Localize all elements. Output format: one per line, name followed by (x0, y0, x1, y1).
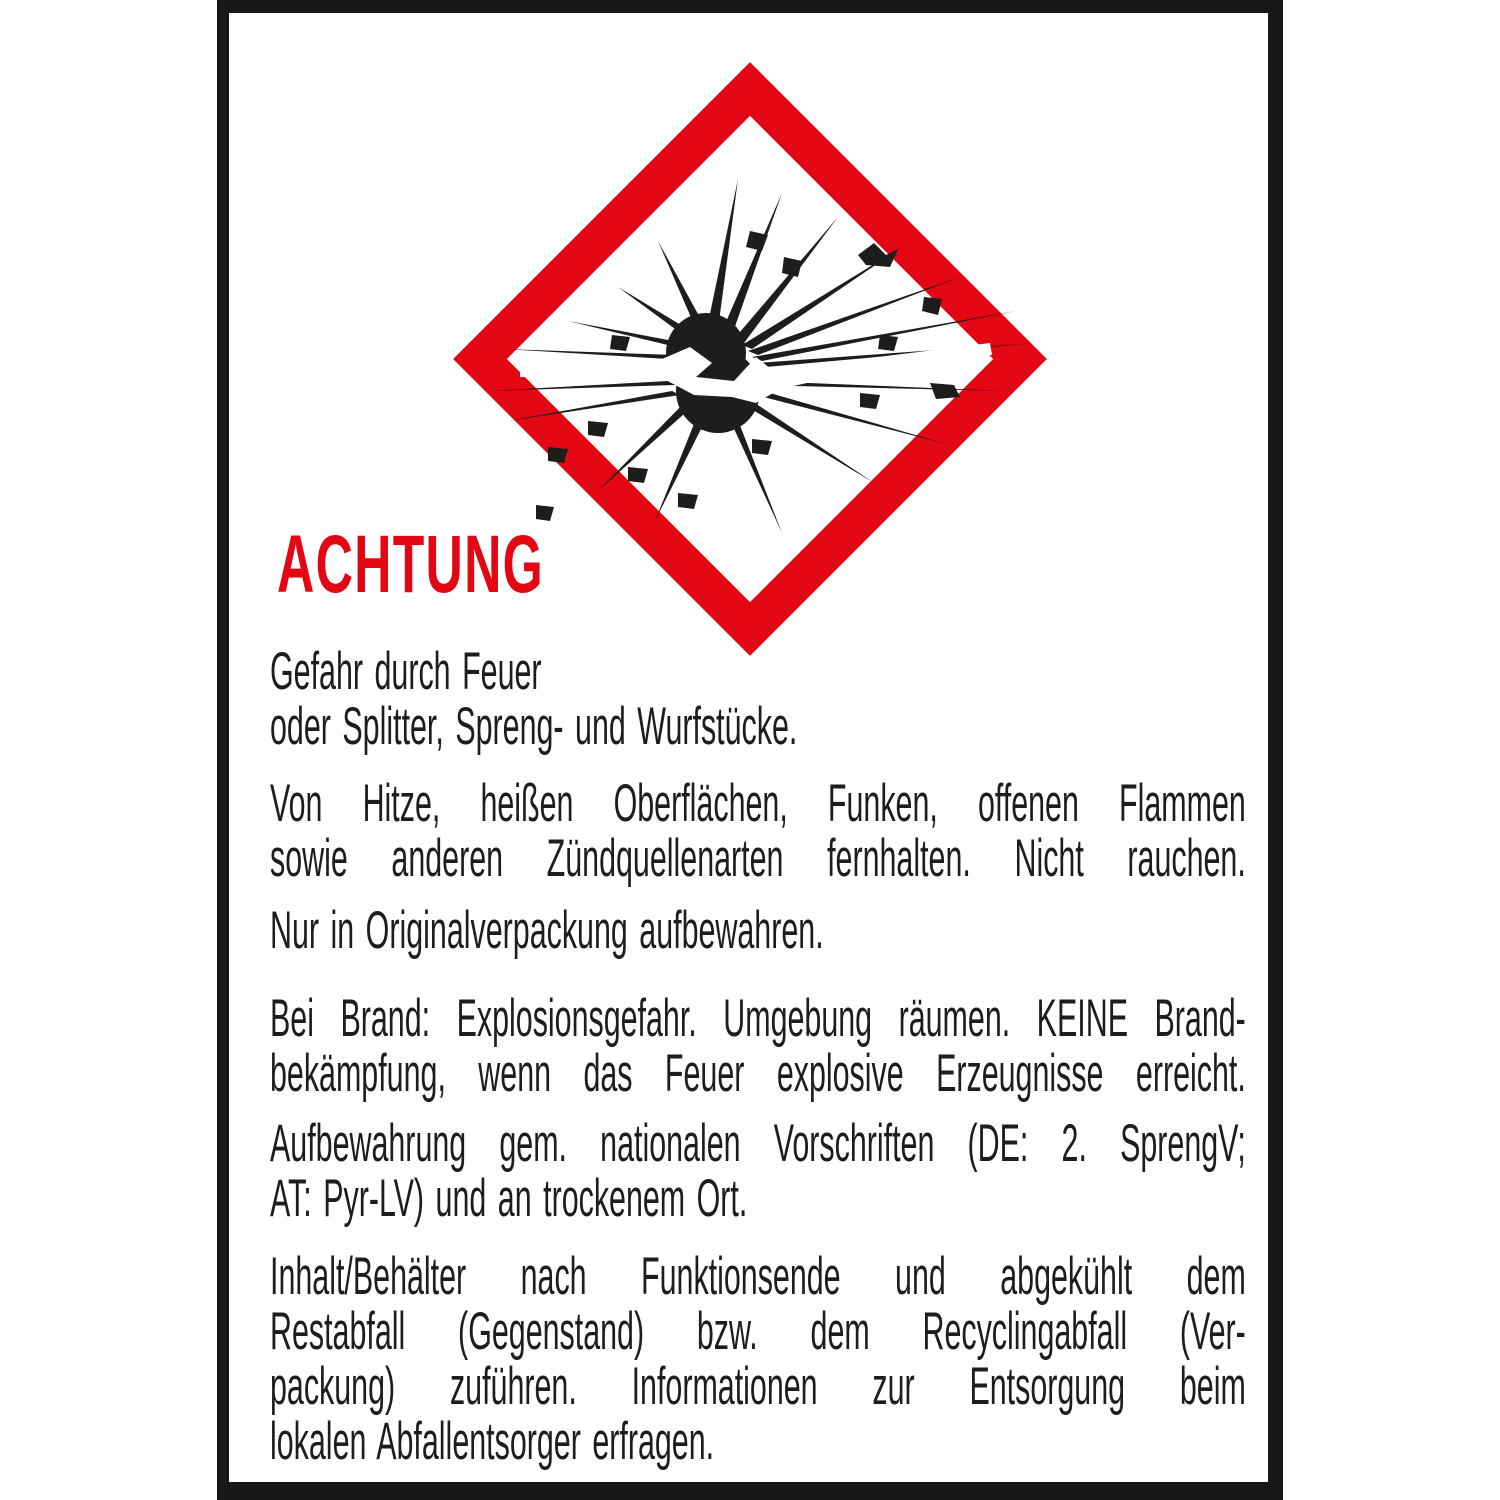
precautionary-statement-storage (270, 1116, 1246, 1226)
precautionary-statement-heat (270, 776, 1246, 886)
signal-word: ACHTUNG (277, 519, 545, 610)
precautionary-line: bekämpfung, wenn das Feuer explosive Erzeugnisse erreicht. (270, 1044, 1246, 1103)
precautionary-line: sowie anderen Zündquellenarten fernhalten. Nicht rauchen. (270, 829, 1246, 888)
precautionary-statement-fire (270, 991, 1246, 1101)
precautionary-line: Inhalt/Behälter nach Funktionsende und abgekühlt dem (270, 1247, 1246, 1306)
precautionary-line: Nur in Originalverpackung aufbewahren. (270, 901, 824, 960)
precautionary-line: lokalen Abfallentsorger erfragen. (270, 1412, 715, 1471)
hazard-statement-line: Gefahr durch Feuer (270, 642, 542, 701)
hazard-statement-line: oder Splitter, Spreng- und Wurfstücke. (270, 697, 798, 756)
precautionary-line: Aufbewahrung gem. nationalen Vorschriften (DE: 2. SprengV; (270, 1114, 1246, 1173)
precautionary-line: AT: Pyr-LV) und an trockenem Ort. (270, 1169, 748, 1228)
precautionary-line: packung) zuführen. Informationen zur Entsorgung beim (270, 1357, 1246, 1416)
precautionary-line: Bei Brand: Explosionsgefahr. Umgebung räumen. KEINE Brand- (270, 989, 1246, 1048)
precautionary-statement-disposal (270, 1249, 1246, 1469)
precautionary-line: Von Hitze, heißen Oberflächen, Funken, offenen Flammen (270, 774, 1246, 833)
precautionary-statement-packaging (270, 903, 1246, 958)
hazard-label (217, 0, 1283, 1500)
hazard-statement (270, 644, 1246, 754)
precautionary-line: Restabfall (Gegenstand) bzw. dem Recyclingabfall (Ver- (270, 1302, 1246, 1361)
